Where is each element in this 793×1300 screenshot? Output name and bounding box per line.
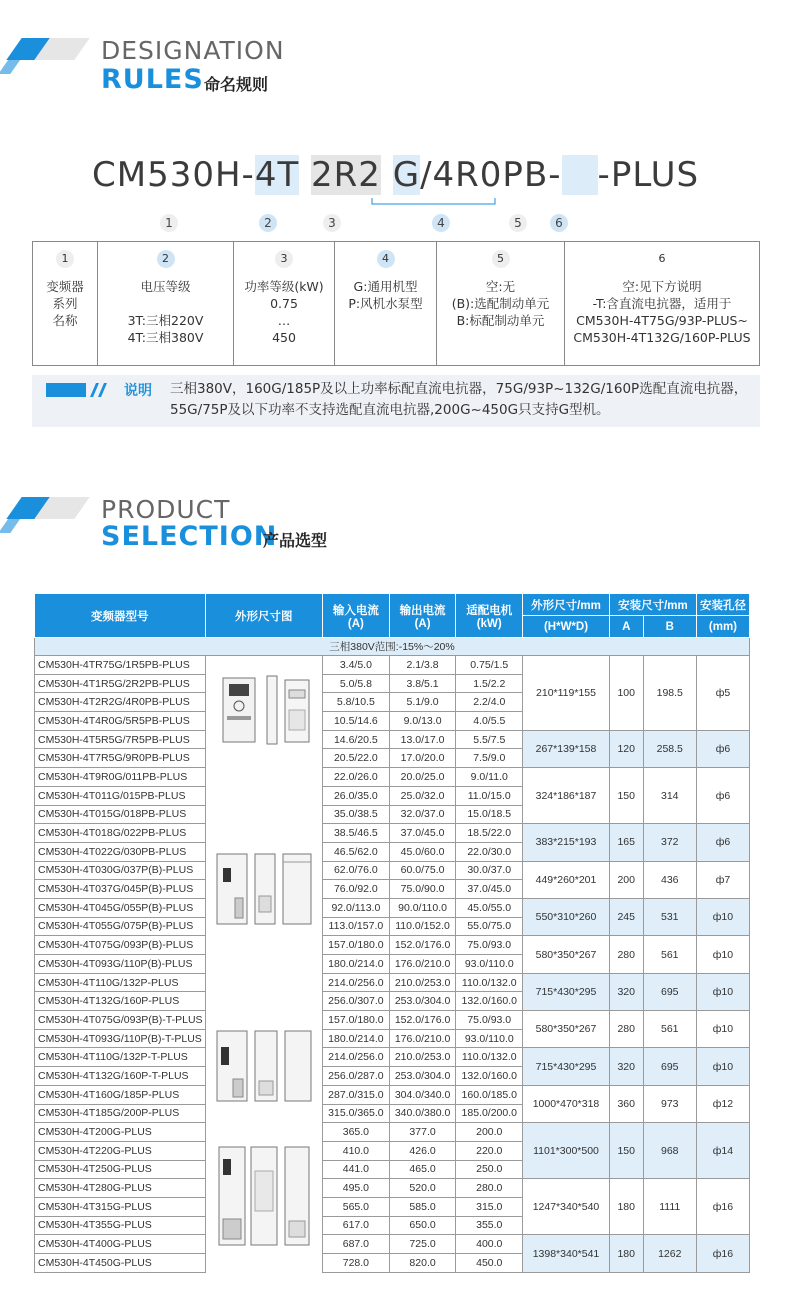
cell-model: CM530H-4T075G/093P(B)-PLUS	[35, 936, 206, 955]
section-title-en: DESIGNATION	[101, 36, 285, 65]
cell-motor: 93.0/110.0	[456, 1029, 523, 1048]
cell-input-current: 38.5/46.5	[323, 824, 390, 843]
cell-input-current: 26.0/35.0	[323, 786, 390, 805]
cell-hole: ф7	[696, 861, 749, 898]
section-title-cn: 产品选型	[263, 531, 328, 550]
cell-install-a: 120	[609, 730, 643, 767]
cell-motor: 45.0/55.0	[456, 898, 523, 917]
cell-motor: 9.0/11.0	[456, 768, 523, 787]
cell-output-current: 9.0/13.0	[389, 712, 456, 731]
header-install: 安装尺寸/mm	[609, 594, 696, 616]
cell-motor: 110.0/132.0	[456, 1048, 523, 1067]
cell-motor: 2.2/4.0	[456, 693, 523, 712]
cell-motor: 200.0	[456, 1123, 523, 1142]
col-line: G:通用机型	[353, 279, 418, 294]
bracket-line	[370, 196, 500, 208]
cell-hole: ф16	[696, 1235, 749, 1272]
cell-dims: 715*430*295	[523, 1048, 610, 1085]
cell-output-current: 90.0/110.0	[389, 898, 456, 917]
cell-output-current: 25.0/32.0	[389, 786, 456, 805]
col-line: -T:含直流电抗器，适用于	[592, 296, 732, 311]
cell-dims: 383*215*193	[523, 824, 610, 861]
cell-install-b: 372	[643, 824, 696, 861]
cell-output-current: 17.0/20.0	[389, 749, 456, 768]
cell-input-current: 46.5/62.0	[323, 842, 390, 861]
cell-hole: ф12	[696, 1085, 749, 1122]
cell-model: CM530H-4T400G-PLUS	[35, 1235, 206, 1254]
marker-3: 3	[323, 214, 341, 232]
model-part-voltage: 4T	[254, 155, 300, 195]
table-row	[35, 730, 750, 749]
col-line: 系列	[52, 296, 78, 311]
cell-output-current: 32.0/37.0	[389, 805, 456, 824]
col-line: CM530H-4T132G/160P-PLUS	[573, 330, 751, 345]
cell-output-current: 152.0/176.0	[389, 1011, 456, 1030]
col-line: CM530H-4T75G/93P-PLUS~	[576, 313, 748, 328]
cell-dims: 1398*340*541	[523, 1235, 610, 1272]
table-row	[35, 898, 750, 917]
cell-model: CM530H-4T132G/160P-T-PLUS	[35, 1067, 206, 1086]
cell-output-current: 820.0	[389, 1254, 456, 1273]
cell-motor: 315.0	[456, 1197, 523, 1216]
header-a: A	[609, 616, 643, 638]
cell-install-a: 320	[609, 973, 643, 1010]
note-label: 说明	[124, 383, 152, 399]
cell-input-current: 687.0	[323, 1235, 390, 1254]
cell-model: CM530H-4T110G/132P-PLUS	[35, 973, 206, 992]
cell-model: CM530H-4T055G/075P(B)-PLUS	[35, 917, 206, 936]
cell-input-current: 214.0/256.0	[323, 1048, 390, 1067]
cell-install-b: 531	[643, 898, 696, 935]
cell-output-current: 253.0/304.0	[389, 992, 456, 1011]
col-marker: 2	[157, 250, 175, 268]
cell-install-a: 165	[609, 824, 643, 861]
cell-dims: 580*350*267	[523, 1011, 610, 1048]
drawing-large-unit	[205, 1011, 322, 1123]
cell-hole: ф10	[696, 1048, 749, 1085]
cell-input-current: 5.8/10.5	[323, 693, 390, 712]
cell-motor: 22.0/30.0	[456, 842, 523, 861]
cell-hole: ф14	[696, 1123, 749, 1179]
cell-motor: 30.0/37.0	[456, 861, 523, 880]
section-title-en: PRODUCT	[101, 495, 231, 524]
cell-output-current: 650.0	[389, 1216, 456, 1235]
cell-input-current: 92.0/113.0	[323, 898, 390, 917]
cell-output-current: 176.0/210.0	[389, 955, 456, 974]
marker-4: 4	[432, 214, 450, 232]
cell-dims: 267*139*158	[523, 730, 610, 767]
header-b: B	[643, 616, 696, 638]
col-line: (B):选配制动单元	[451, 296, 550, 311]
col-marker: 1	[56, 250, 74, 268]
cell-motor: 55.0/75.0	[456, 917, 523, 936]
drawing-wall-unit-icon	[209, 848, 319, 928]
header-motor	[456, 594, 523, 638]
cell-install-b: 314	[643, 768, 696, 824]
cell-input-current: 157.0/180.0	[323, 936, 390, 955]
cell-input-current: 157.0/180.0	[323, 1011, 390, 1030]
table-row	[35, 861, 750, 880]
cell-motor: 11.0/15.0	[456, 786, 523, 805]
cell-hole: ф10	[696, 1011, 749, 1048]
header-dims-sub: (H*W*D)	[523, 616, 610, 638]
model-part-suffix: -PLUS	[597, 155, 700, 195]
col-line: 空:无	[485, 279, 516, 294]
col-line: 0.75	[270, 296, 298, 311]
section-subtitle-en: SELECTION	[101, 521, 278, 552]
model-part-brake: B-	[523, 155, 562, 195]
cell-motor: 18.5/22.0	[456, 824, 523, 843]
cell-motor: 250.0	[456, 1160, 523, 1179]
drawing-wall-unit	[205, 768, 322, 1011]
table-row	[35, 1123, 750, 1142]
cell-install-a: 245	[609, 898, 643, 935]
cell-motor: 355.0	[456, 1216, 523, 1235]
cell-input-current: 35.0/38.5	[323, 805, 390, 824]
cell-model: CM530H-4T037G/045P(B)-PLUS	[35, 880, 206, 899]
col-line: …	[277, 313, 291, 328]
cell-input-current: 113.0/157.0	[323, 917, 390, 936]
table-row	[35, 1048, 750, 1067]
header-hole-unit: (mm)	[696, 616, 749, 638]
header-unit: (A)	[414, 617, 431, 630]
cell-input-current: 10.5/14.6	[323, 712, 390, 731]
cell-input-current: 365.0	[323, 1123, 390, 1142]
cell-model: CM530H-4T2R2G/4R0PB-PLUS	[35, 693, 206, 712]
cell-dims: 1000*470*318	[523, 1085, 610, 1122]
header-text: 输出电流	[399, 604, 446, 617]
cell-input-current: 3.4/5.0	[323, 656, 390, 675]
cell-output-current: 304.0/340.0	[389, 1085, 456, 1104]
section-subtitle-en: RULES	[101, 64, 204, 95]
cell-install-a: 150	[609, 1123, 643, 1179]
header-drawing: 外形尺寸图	[205, 594, 322, 638]
cell-hole: ф16	[696, 1179, 749, 1235]
cell-model: CM530H-4T160G/185P-PLUS	[35, 1085, 206, 1104]
cell-install-b: 436	[643, 861, 696, 898]
cell-output-current: 210.0/253.0	[389, 973, 456, 992]
col-line: 3T:三相220V	[127, 313, 204, 328]
cell-output-current: 110.0/152.0	[389, 917, 456, 936]
cell-model: CM530H-4T200G-PLUS	[35, 1123, 206, 1142]
cell-model: CM530H-4T315G-PLUS	[35, 1197, 206, 1216]
cell-output-current: 60.0/75.0	[389, 861, 456, 880]
designation-col-4	[335, 242, 436, 365]
cell-install-b: 198.5	[643, 656, 696, 731]
cell-motor: 75.0/93.0	[456, 1011, 523, 1030]
cell-install-a: 320	[609, 1048, 643, 1085]
cell-motor: 400.0	[456, 1235, 523, 1254]
cell-motor: 110.0/132.0	[456, 973, 523, 992]
cell-model: CM530H-4T220G-PLUS	[35, 1141, 206, 1160]
cell-output-current: 3.8/5.1	[389, 674, 456, 693]
cell-install-b: 1111	[643, 1179, 696, 1235]
designation-col-6	[565, 242, 759, 365]
cell-output-current: 340.0/380.0	[389, 1104, 456, 1123]
cell-model: CM530H-4T5R5G/7R5PB-PLUS	[35, 730, 206, 749]
cell-motor: 0.75/1.5	[456, 656, 523, 675]
model-part-series: CM530H-	[92, 155, 255, 195]
marker-6: 6	[550, 214, 568, 232]
table-row	[35, 824, 750, 843]
header-accent-stripe	[0, 511, 26, 533]
cell-dims: 324*186*187	[523, 768, 610, 824]
col-marker: 4	[377, 250, 395, 268]
note-box	[32, 375, 760, 427]
model-part-reactor-blank	[562, 155, 598, 195]
cell-motor: 7.5/9.0	[456, 749, 523, 768]
cell-install-a: 200	[609, 861, 643, 898]
cell-motor: 37.0/45.0	[456, 880, 523, 899]
product-selection-table	[34, 593, 750, 1273]
cell-model: CM530H-4T9R0G/011PB-PLUS	[35, 768, 206, 787]
col-marker: 6	[653, 250, 671, 268]
cell-motor: 4.0/5.5	[456, 712, 523, 731]
cell-output-current: 465.0	[389, 1160, 456, 1179]
cell-model: CM530H-4T011G/015PB-PLUS	[35, 786, 206, 805]
cell-model: CM530H-4T093G/110P(B)-PLUS	[35, 955, 206, 974]
cell-hole: ф10	[696, 936, 749, 973]
col-line: P:风机水泵型	[348, 296, 423, 311]
cell-motor: 160.0/185.0	[456, 1085, 523, 1104]
header-model: 变频器型号	[35, 594, 206, 638]
cell-output-current: 45.0/60.0	[389, 842, 456, 861]
cell-dims: 449*260*201	[523, 861, 610, 898]
cell-input-current: 410.0	[323, 1141, 390, 1160]
table-row	[35, 1179, 750, 1198]
cell-input-current: 180.0/214.0	[323, 1029, 390, 1048]
col-line: 4T:三相380V	[127, 330, 204, 345]
cell-motor: 185.0/200.0	[456, 1104, 523, 1123]
cell-input-current: 256.0/307.0	[323, 992, 390, 1011]
cell-model: CM530H-4TR75G/1R5PB-PLUS	[35, 656, 206, 675]
note-bars-icon	[46, 383, 116, 397]
col-line: 450	[272, 330, 296, 345]
col-line: 空:见下方说明	[622, 279, 702, 294]
cell-model: CM530H-4T018G/022PB-PLUS	[35, 824, 206, 843]
cell-output-current: 426.0	[389, 1141, 456, 1160]
cell-install-a: 360	[609, 1085, 643, 1122]
cell-output-current: 585.0	[389, 1197, 456, 1216]
table-row	[35, 936, 750, 955]
header-unit: (A)	[347, 617, 364, 630]
header-text: 适配电机	[466, 604, 513, 617]
cell-motor: 280.0	[456, 1179, 523, 1198]
cell-hole: ф6	[696, 768, 749, 824]
cell-input-current: 565.0	[323, 1197, 390, 1216]
cell-motor: 15.0/18.5	[456, 805, 523, 824]
marker-5: 5	[509, 214, 527, 232]
cell-model: CM530H-4T015G/018PB-PLUS	[35, 805, 206, 824]
marker-1: 1	[160, 214, 178, 232]
cell-output-current: 20.0/25.0	[389, 768, 456, 787]
cell-dims: 715*430*295	[523, 973, 610, 1010]
cell-input-current: 14.6/20.5	[323, 730, 390, 749]
cell-input-current: 214.0/256.0	[323, 973, 390, 992]
voltage-range-band: 三相380V范围:-15%～20%	[35, 638, 750, 656]
marker-2: 2	[259, 214, 277, 232]
model-part-type: G	[392, 155, 421, 195]
cell-input-current: 62.0/76.0	[323, 861, 390, 880]
cell-motor: 132.0/160.0	[456, 992, 523, 1011]
cell-model: CM530H-4T7R5G/9R0PB-PLUS	[35, 749, 206, 768]
cell-output-current: 377.0	[389, 1123, 456, 1142]
cell-output-current: 75.0/90.0	[389, 880, 456, 899]
cell-motor: 132.0/160.0	[456, 1067, 523, 1086]
cell-install-a: 180	[609, 1179, 643, 1235]
cell-input-current: 76.0/92.0	[323, 880, 390, 899]
cell-dims: 550*310*260	[523, 898, 610, 935]
drawing-cabinet-unit	[205, 1123, 322, 1273]
col-line: 功率等级(kW)	[244, 279, 324, 294]
cell-install-a: 280	[609, 936, 643, 973]
cell-hole: ф5	[696, 656, 749, 731]
cell-motor: 1.5/2.2	[456, 674, 523, 693]
cell-model: CM530H-4T030G/037P(B)-PLUS	[35, 861, 206, 880]
header-text: 输入电流	[332, 604, 379, 617]
cell-output-current: 725.0	[389, 1235, 456, 1254]
cell-input-current: 315.0/365.0	[323, 1104, 390, 1123]
cell-model: CM530H-4T1R5G/2R2PB-PLUS	[35, 674, 206, 693]
cell-output-current: 152.0/176.0	[389, 936, 456, 955]
cell-input-current: 441.0	[323, 1160, 390, 1179]
header-input-current	[323, 594, 390, 638]
header-unit: (kW)	[476, 617, 502, 630]
cell-install-b: 1262	[643, 1235, 696, 1272]
cell-input-current: 256.0/287.0	[323, 1067, 390, 1086]
cell-install-b: 258.5	[643, 730, 696, 767]
table-row	[35, 973, 750, 992]
cell-hole: ф6	[696, 824, 749, 861]
cell-model: CM530H-4T355G-PLUS	[35, 1216, 206, 1235]
cell-output-current: 37.0/45.0	[389, 824, 456, 843]
cell-model: CM530H-4T185G/200P-PLUS	[35, 1104, 206, 1123]
cell-input-current: 495.0	[323, 1179, 390, 1198]
drawing-cabinet-unit-icon	[209, 1141, 319, 1251]
cell-input-current: 617.0	[323, 1216, 390, 1235]
cell-motor: 450.0	[456, 1254, 523, 1273]
cell-install-a: 150	[609, 768, 643, 824]
header-hole: 安装孔径	[696, 594, 749, 616]
cell-hole: ф6	[696, 730, 749, 767]
cell-motor: 5.5/7.5	[456, 730, 523, 749]
drawing-small-unit-icon	[209, 670, 319, 750]
note-text: 三相380V，160G/185P及以上功率标配直流电抗器，75G/93P~132G/160P选配直流电抗器，55G/75P及以下功率不支持选配直流电抗器,200G~450G只支持G型机。	[170, 381, 748, 418]
model-part-power: 2R2	[311, 155, 381, 195]
cell-install-b: 968	[643, 1123, 696, 1179]
cell-motor: 93.0/110.0	[456, 955, 523, 974]
model-code	[92, 155, 699, 199]
table-row	[35, 656, 750, 675]
table-row	[35, 1085, 750, 1104]
cell-model: CM530H-4T022G/030PB-PLUS	[35, 842, 206, 861]
cell-input-current: 728.0	[323, 1254, 390, 1273]
cell-input-current: 22.0/26.0	[323, 768, 390, 787]
designation-col-3	[234, 242, 334, 365]
col-line: 电压等级	[140, 279, 191, 294]
cell-model: CM530H-4T093G/110P(B)-T-PLUS	[35, 1029, 206, 1048]
cell-install-a: 100	[609, 656, 643, 731]
cell-output-current: 210.0/253.0	[389, 1048, 456, 1067]
cell-motor: 220.0	[456, 1141, 523, 1160]
cell-model: CM530H-4T250G-PLUS	[35, 1160, 206, 1179]
cell-input-current: 5.0/5.8	[323, 674, 390, 693]
cell-model: CM530H-4T280G-PLUS	[35, 1179, 206, 1198]
cell-dims: 1101*300*500	[523, 1123, 610, 1179]
cell-dims: 1247*340*540	[523, 1179, 610, 1235]
col-line: 名称	[52, 313, 78, 328]
cell-install-b: 695	[643, 973, 696, 1010]
cell-model: CM530H-4T450G-PLUS	[35, 1254, 206, 1273]
cell-dims: 210*119*155	[523, 656, 610, 731]
cell-model: CM530H-4T4R0G/5R5PB-PLUS	[35, 712, 206, 731]
cell-output-current: 253.0/304.0	[389, 1067, 456, 1086]
header-dims: 外形尺寸/mm	[523, 594, 610, 616]
cell-input-current: 180.0/214.0	[323, 955, 390, 974]
col-marker: 5	[492, 250, 510, 268]
cell-model: CM530H-4T075G/093P(B)-T-PLUS	[35, 1011, 206, 1030]
designation-table	[32, 241, 760, 366]
cell-hole: ф10	[696, 973, 749, 1010]
cell-install-b: 973	[643, 1085, 696, 1122]
cell-install-b: 695	[643, 1048, 696, 1085]
designation-col-2	[98, 242, 233, 365]
cell-motor: 75.0/93.0	[456, 936, 523, 955]
model-part-power-p: /4R0P	[420, 155, 524, 195]
cell-model: CM530H-4T132G/160P-PLUS	[35, 992, 206, 1011]
cell-install-b: 561	[643, 1011, 696, 1048]
cell-output-current: 13.0/17.0	[389, 730, 456, 749]
col-marker: 3	[275, 250, 293, 268]
table-row	[35, 1235, 750, 1254]
cell-install-b: 561	[643, 936, 696, 973]
designation-col-5	[437, 242, 564, 365]
col-line: 变频器	[46, 279, 84, 294]
cell-install-a: 280	[609, 1011, 643, 1048]
cell-model: CM530H-4T045G/055P(B)-PLUS	[35, 898, 206, 917]
section-title-cn: 命名规则	[204, 75, 269, 94]
table-row	[35, 1011, 750, 1030]
table-row	[35, 768, 750, 787]
cell-model: CM530H-4T110G/132P-T-PLUS	[35, 1048, 206, 1067]
cell-output-current: 2.1/3.8	[389, 656, 456, 675]
cell-input-current: 287.0/315.0	[323, 1085, 390, 1104]
col-line: B:标配制动单元	[456, 313, 545, 328]
header-accent-stripe	[0, 52, 26, 74]
cell-input-current: 20.5/22.0	[323, 749, 390, 768]
drawing-small-unit	[205, 656, 322, 768]
drawing-large-unit-icon	[209, 1025, 319, 1105]
cell-dims: 580*350*267	[523, 936, 610, 973]
header-output-current	[389, 594, 456, 638]
cell-output-current: 176.0/210.0	[389, 1029, 456, 1048]
cell-install-a: 180	[609, 1235, 643, 1272]
cell-hole: ф10	[696, 898, 749, 935]
designation-col-1	[33, 242, 97, 365]
cell-output-current: 5.1/9.0	[389, 693, 456, 712]
cell-output-current: 520.0	[389, 1179, 456, 1198]
